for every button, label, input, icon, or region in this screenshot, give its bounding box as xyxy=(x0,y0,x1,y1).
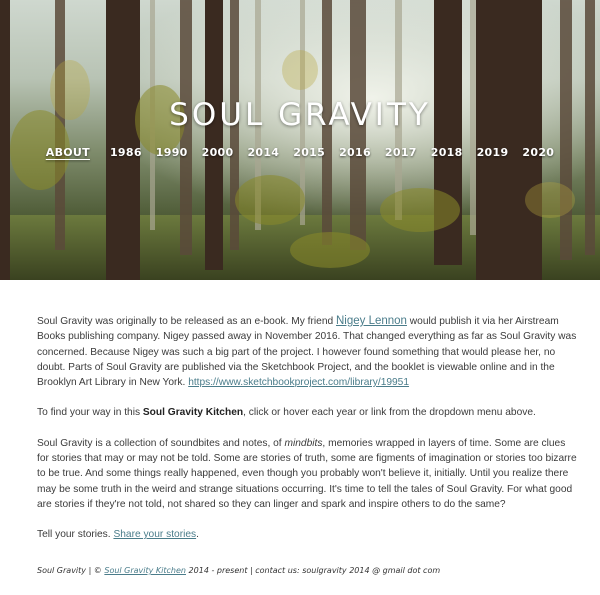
site-footer xyxy=(37,566,440,575)
nav-item-1990[interactable]: 1990 xyxy=(155,146,188,159)
hint-text-1: To find your way in this xyxy=(37,407,143,419)
footer-suffix: 2014 - present | contact us: soulgravity 2014 @ gmail dot com xyxy=(186,566,441,575)
forest-background-image xyxy=(0,0,600,280)
footer-prefix: Soul Gravity | © xyxy=(37,566,105,575)
nav-item-2017[interactable]: 2017 xyxy=(384,146,417,159)
cta-text-1: Tell your stories. xyxy=(37,529,114,541)
kitchen-bold-text: Soul Gravity Kitchen xyxy=(142,407,244,419)
main-content xyxy=(0,280,600,543)
nav-item-2015[interactable]: 2015 xyxy=(293,146,326,159)
share-your-stories-link[interactable]: Share your stories xyxy=(113,529,197,541)
footer-kitchen-link[interactable]: Soul Gravity Kitchen xyxy=(104,566,186,575)
cta-text-2: . xyxy=(196,529,199,541)
site-title[interactable]: SOUL GRAVITY xyxy=(169,97,431,133)
nav-item-2016[interactable]: 2016 xyxy=(339,146,371,159)
nav-item-2019[interactable]: 2019 xyxy=(476,146,509,159)
hint-text-2: , click or hover each year or link from the dropdown menu above. xyxy=(243,407,536,419)
main-nav xyxy=(0,146,600,159)
nav-item-2020[interactable]: 2020 xyxy=(522,146,555,159)
nav-item-2000[interactable]: 2000 xyxy=(201,146,234,159)
nav-item-2014[interactable]: 2014 xyxy=(247,146,280,159)
intro-paragraph xyxy=(37,314,578,390)
call-to-action-paragraph xyxy=(37,527,578,542)
hero-banner xyxy=(0,0,600,280)
sketchbook-project-link[interactable]: https://www.sketchbookproject.com/library/19951 xyxy=(188,377,410,389)
nav-item-about[interactable]: ABOUT xyxy=(45,146,90,159)
description-text-1: Soul Gravity is a collection of soundbites and notes, of xyxy=(37,437,285,449)
intro-text-1: Soul Gravity was originally to be released as an e-book. My friend xyxy=(37,316,336,327)
intro-text-2: would publish it via her Airstream Books publishing company. Nigey passed away in November 2016. That changed everything as far as Soul Gravity was concerned. Because Nigey was such a big part of the project. I however found something that would please her, no doubt. Parts of Soul Gravity are published via the Sketchbook Project, and the booklet is viewable online and in the Brooklyn Art Library in New York. xyxy=(37,316,577,389)
nigey-lennon-link[interactable]: Nigey Lennon xyxy=(335,315,407,327)
description-text-2: , memories wrapped in layers of time. Some are clues for stories that may or may not be told. Some are stories of truth, some are figments of imagination or stories too bizarre to be true. And some things really happened, even though you probably won't believe it, initially. Until you realize there may be some truth in the weird and strange situations occurring. It's time to tell the tales of Soul Gravity. For what good are stories if they're not told, not shared so they can linger and spark and inspire others to do the same? xyxy=(37,437,577,510)
mindbits-italic-text: mindbits xyxy=(284,437,323,449)
nav-item-1986[interactable]: 1986 xyxy=(109,146,142,159)
description-paragraph xyxy=(37,436,578,512)
navigation-hint-paragraph xyxy=(37,405,578,420)
nav-item-2018[interactable]: 2018 xyxy=(430,146,463,159)
